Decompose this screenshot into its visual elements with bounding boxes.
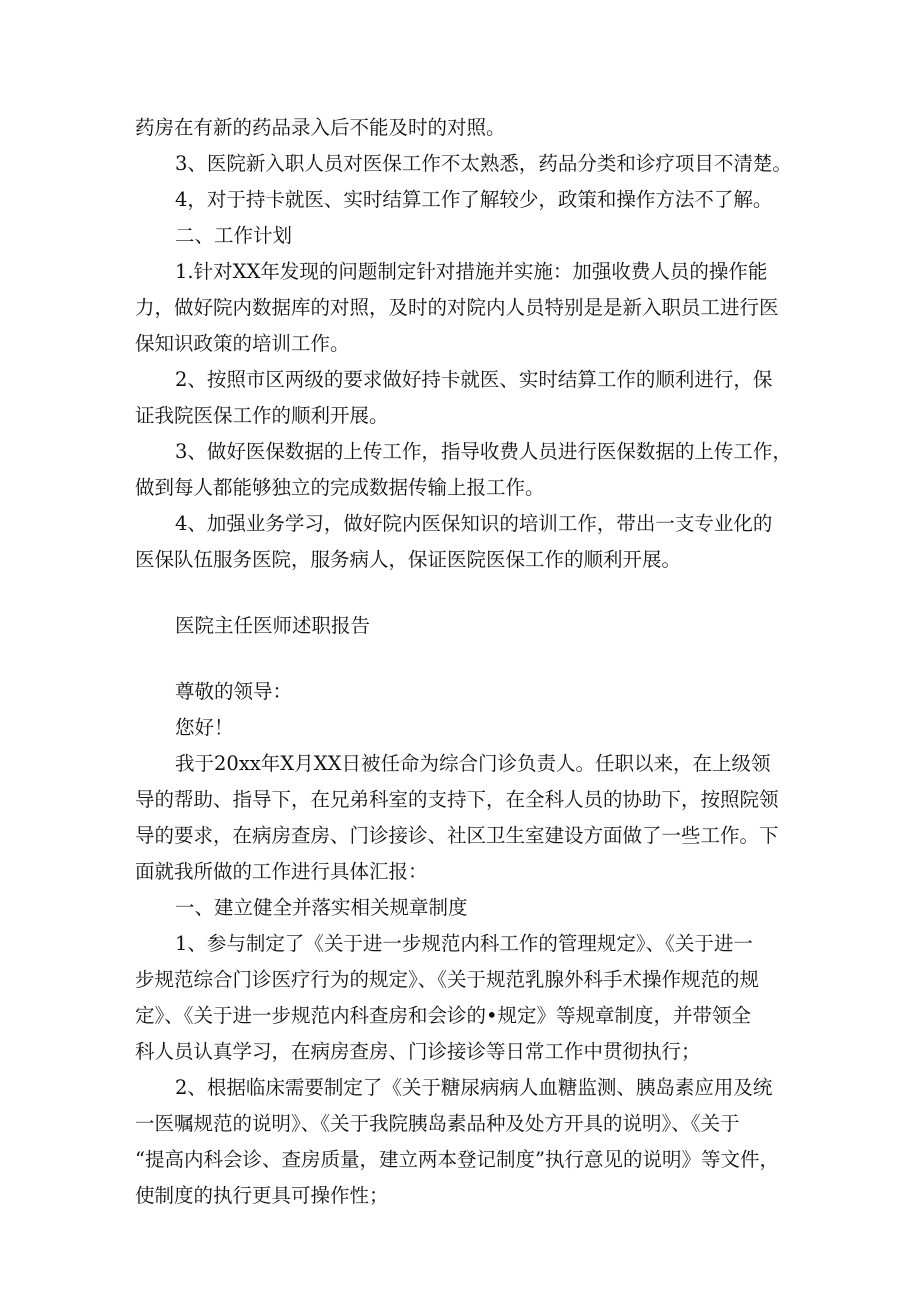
paragraph-line: “提高内科会诊、查房质量，建立两本登记制度”执行意见的说明》等文件， bbox=[135, 1148, 779, 1171]
greeting: 您好！ bbox=[175, 716, 234, 739]
paragraph-line: 步规范综合门诊医疗行为的规定》、《关于规范乳腺外科手术操作规范的规 bbox=[135, 968, 760, 991]
paragraph-line: 3、做好医保数据的上传工作，指导收费人员进行医保数据的上传工作， bbox=[175, 440, 792, 463]
paragraph-line: 导的要求，在病房查房、门诊接诊、社区卫生室建设方面做了一些工作。下 bbox=[135, 824, 779, 847]
paragraph-line: 证我院医保工作的顺利开展。 bbox=[135, 404, 389, 427]
paragraph-line: 面就我所做的工作进行具体汇报： bbox=[135, 860, 428, 883]
paragraph-line: 导的帮助、指导下，在兄弟科室的支持下，在全科人员的协助下，按照院领 bbox=[135, 788, 779, 811]
paragraph-line: 1.针对XX年发现的问题制定针对措施并实施：加强收费人员的操作能 bbox=[175, 260, 768, 283]
paragraph-line: 药房在有新的药品录入后不能及时的对照。 bbox=[135, 116, 506, 139]
paragraph-line: 4，对于持卡就医、实时结算工作了解较少，政策和操作方法不了解。 bbox=[175, 188, 773, 211]
paragraph-line: 科人员认真学习，在病房查房、门诊接诊等日常工作中贯彻执行； bbox=[135, 1040, 701, 1063]
paragraph-line: 保知识政策的培训工作。 bbox=[135, 332, 350, 355]
paragraph-line: 定》、《关于进一步规范内科查房和会诊的•规定》等规章制度，并带领全 bbox=[135, 1004, 752, 1027]
paragraph-line: 1、参与制定了《关于进一步规范内科工作的管理规定》、《关于进一 bbox=[175, 932, 753, 955]
paragraph-line: 一医嘱规范的说明》、《关于我院胰岛素品种及处方开具的说明》、《关于 bbox=[135, 1112, 740, 1135]
paragraph-line: 使制度的执行更具可操作性； bbox=[135, 1184, 389, 1207]
paragraph-line: 3、医院新入职人员对医保工作不太熟悉，药品分类和诊疗项目不清楚。 bbox=[175, 152, 792, 175]
paragraph-line: 4、加强业务学习，做好院内医保知识的培训工作，带出一支专业化的 bbox=[175, 512, 773, 535]
report-title: 医院主任医师述职报告 bbox=[175, 614, 371, 637]
section-heading: 二、工作计划 bbox=[175, 224, 293, 247]
paragraph-line: 2、按照市区两级的要求做好持卡就医、实时结算工作的顺利进行，保 bbox=[175, 368, 773, 391]
paragraph-line: 力，做好院内数据库的对照，及时的对院内人员特别是是新入职员工进行医 bbox=[135, 296, 779, 319]
paragraph-line: 2、根据临床需要制定了《关于糖尿病病人血糖监测、胰岛素应用及统 bbox=[175, 1076, 773, 1099]
section-heading: 一、建立健全并落实相关规章制度 bbox=[175, 896, 468, 919]
paragraph-line: 医保队伍服务医院，服务病人，保证医院医保工作的顺利开展。 bbox=[135, 548, 682, 571]
paragraph-line: 我于20xx年X月XX日被任命为综合门诊负责人。任职以来，在上级领 bbox=[175, 752, 771, 775]
paragraph-line: 做到每人都能够独立的完成数据传输上报工作。 bbox=[135, 476, 545, 499]
salutation: 尊敬的领导： bbox=[175, 680, 293, 703]
